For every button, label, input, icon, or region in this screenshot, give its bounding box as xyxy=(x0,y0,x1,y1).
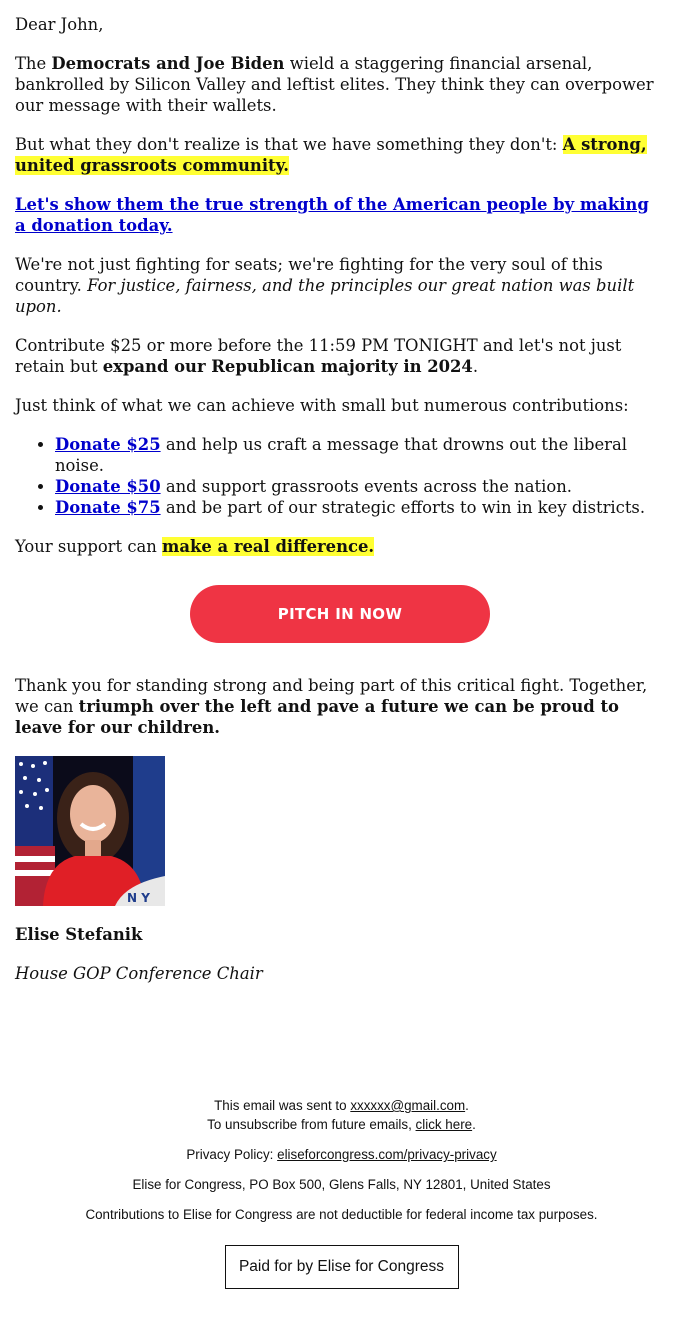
recipient-email-link[interactable]: xxxxxx@gmail.com xyxy=(350,1098,466,1113)
text: . xyxy=(472,357,479,376)
donate-75-link[interactable]: Donate $75 xyxy=(55,498,161,517)
text: But what they don't realize is that we have something they don't: xyxy=(15,135,563,154)
text: To unsubscribe from future emails, xyxy=(207,1117,416,1132)
text: This email was sent to xyxy=(214,1098,351,1113)
paragraph-soul xyxy=(15,254,665,317)
highlighted-text: A strong, united grassroots community. xyxy=(15,135,647,175)
footer-sent-info xyxy=(0,1096,683,1134)
paragraph-thank-you xyxy=(15,675,665,738)
donate-50-link[interactable]: Donate $50 xyxy=(55,477,161,496)
text: Your support can xyxy=(15,537,163,556)
text: and support grassroots events across the nation. xyxy=(160,477,572,496)
pitch-in-now-button[interactable]: PITCH IN NOW xyxy=(190,585,490,643)
footer-privacy xyxy=(0,1145,683,1164)
signer-photo xyxy=(15,756,165,906)
donation-link[interactable]: Let's show them the true strength of the American people by making a donation today. xyxy=(15,195,649,235)
list-item xyxy=(55,434,665,476)
text: Thank you for standing strong and being part of this critical fight. Together, we can xyxy=(15,676,648,716)
text: The xyxy=(15,54,52,73)
list-item xyxy=(55,497,665,518)
cta-container xyxy=(15,585,665,643)
italic-text: For justice, fairness, and the principles our great nation was built upon. xyxy=(15,276,635,316)
text: and help us craft a message that drowns out the liberal noise. xyxy=(55,435,628,475)
text: Contribute $25 or more before the 11:59 PM TONIGHT and let's not just retain but xyxy=(15,336,622,376)
text: Privacy Policy: xyxy=(186,1147,278,1162)
privacy-policy-link[interactable]: eliseforcongress.com/privacy-privacy xyxy=(277,1147,497,1162)
donation-list xyxy=(15,434,665,518)
donate-25-link[interactable]: Donate $25 xyxy=(55,435,161,454)
text: and be part of our strategic efforts to win in key districts. xyxy=(160,498,646,517)
text: . xyxy=(472,1117,476,1132)
unsubscribe-link[interactable]: click here xyxy=(415,1117,473,1132)
highlighted-text: make a real difference. xyxy=(162,537,375,556)
footer-tax-disclaimer: Contributions to Elise for Congress are not deductible for federal income tax purposes. xyxy=(85,1207,598,1222)
bold-text: Democrats and Joe Biden xyxy=(51,54,285,73)
text: We're not just fighting for seats; we're fighting for the very soul of this country. xyxy=(15,255,603,295)
text: . xyxy=(465,1098,469,1113)
footer-address: Elise for Congress, PO Box 500, Glens Falls, NY 12801, United States xyxy=(132,1177,551,1192)
greeting: Dear John, xyxy=(15,15,104,34)
paragraph-donate-link xyxy=(15,194,665,236)
paragraph-difference xyxy=(15,536,665,557)
paragraph-contributions: Just think of what we can achieve with small but numerous contributions: xyxy=(15,396,629,415)
portrait-image xyxy=(15,756,165,906)
svg-text:N Y: N Y xyxy=(127,891,150,905)
signer-name: Elise Stefanik xyxy=(15,925,143,944)
paragraph-grassroots xyxy=(15,134,665,176)
paragraph-arsenal xyxy=(15,53,665,116)
paid-for-disclaimer: Paid for by Elise for Congress xyxy=(225,1245,459,1289)
paragraph-deadline xyxy=(15,335,665,377)
list-item xyxy=(55,476,665,497)
email-footer xyxy=(0,1096,683,1289)
bold-text: triumph over the left and pave a future we can be proud to leave for our children. xyxy=(15,697,619,737)
signer-title: House GOP Conference Chair xyxy=(15,964,263,983)
text: wield a staggering financial arsenal, bankrolled by Silicon Valley and leftist elites. They think they can overpower our message with their wallets. xyxy=(15,54,654,115)
bold-text: expand our Republican majority in 2024 xyxy=(102,357,473,376)
email-body xyxy=(15,14,665,1002)
